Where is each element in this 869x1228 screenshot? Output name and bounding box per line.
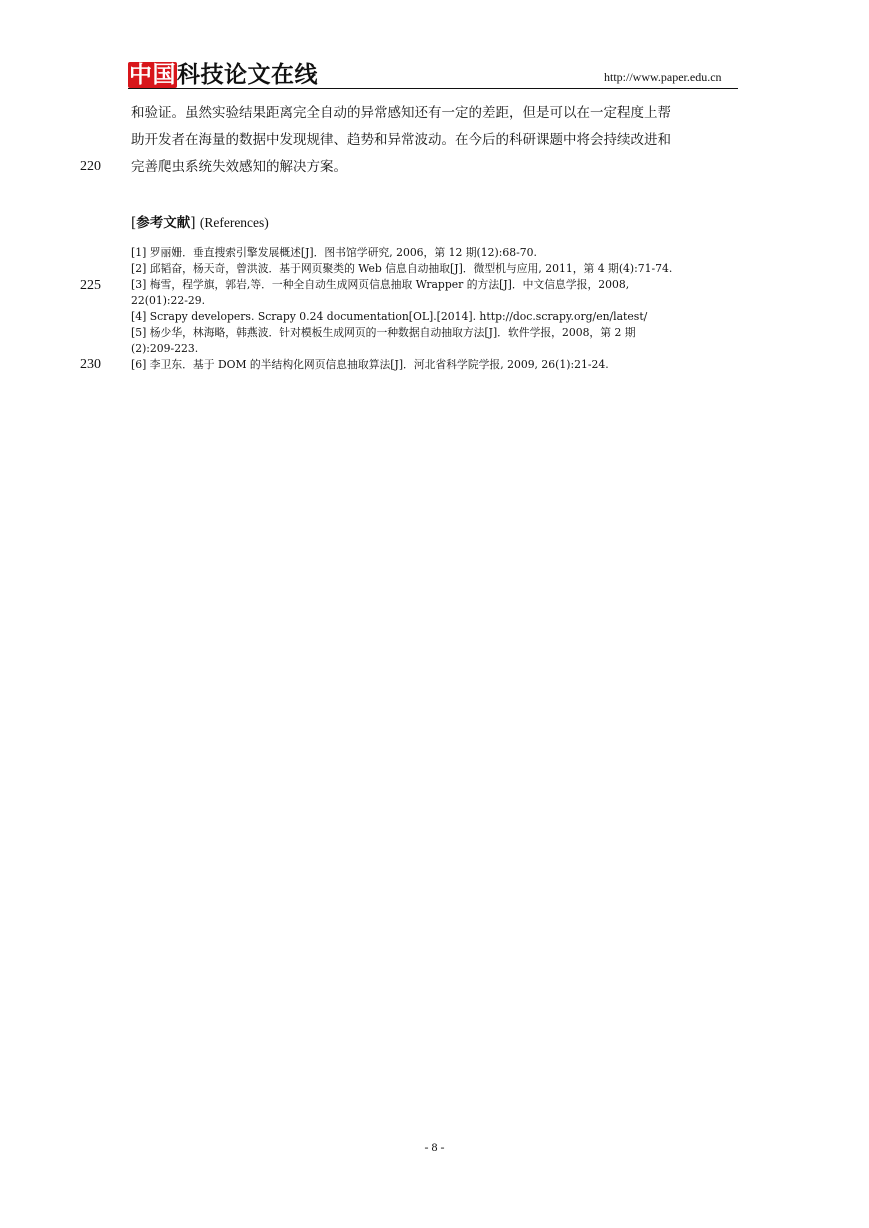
reference-item: [6] 李卫东．基于 DOM 的半结构化网页信息抽取算法[J]．河北省科学院学报, 2009, 26(1):21-24.	[131, 358, 609, 371]
references-heading-cn: 参考文献	[136, 215, 191, 231]
references-heading-en: (References)	[199, 215, 269, 230]
reference-item-continued: 22(01):22-29.	[131, 294, 206, 307]
reference-item: [4] Scrapy developers. Scrapy 0.24 documentation[OL].[2014]. http://doc.scrapy.org/en/latest/	[131, 310, 648, 323]
page-number: - 8 -	[424, 1140, 445, 1154]
logo-black-part: 科技论文在线	[177, 62, 318, 88]
line-number-225: 225	[80, 278, 101, 293]
references-heading: [参考文献] (References)	[131, 215, 269, 231]
reference-item-continued: (2):209-223.	[131, 342, 199, 355]
header-divider	[128, 88, 738, 89]
line-number-230: 230	[80, 357, 101, 372]
reference-item: [1] 罗丽姗．垂直搜索引擎发展概述[J]．图书馆学研究, 2006，第 12 期(12):68-70.	[131, 246, 537, 259]
body-line-1: 和验证。虽然实验结果距离完全自动的异常感知还有一定的差距，但是可以在一定程度上帮	[131, 105, 671, 121]
reference-item: [5] 杨少华，林海略，韩燕波．针对模板生成网页的一种数据自动抽取方法[J]．软件学报，2008，第 2 期	[131, 326, 636, 339]
line-number-220: 220	[80, 159, 101, 174]
journal-logo	[128, 61, 318, 89]
header-url[interactable]: http://www.paper.edu.cn	[604, 70, 722, 84]
logo-red-part: 中国	[129, 62, 176, 88]
reference-item: [2] 邱韬奋，杨天奇，曾洪波．基于网页聚类的 Web 信息自动抽取[J]．微型机与应用, 2011，第 4 期(4):71-74.	[131, 262, 673, 275]
body-line-2: 助开发者在海量的数据中发现规律、趋势和异常波动。在今后的科研课题中将会持续改进和	[131, 132, 671, 148]
body-line-3: 完善爬虫系统失效感知的解决方案。	[131, 159, 347, 175]
reference-item: [3] 梅雪，程学旗，郭岩,等．一种全自动生成网页信息抽取 Wrapper 的方法[J]．中文信息学报，2008,	[131, 278, 630, 291]
